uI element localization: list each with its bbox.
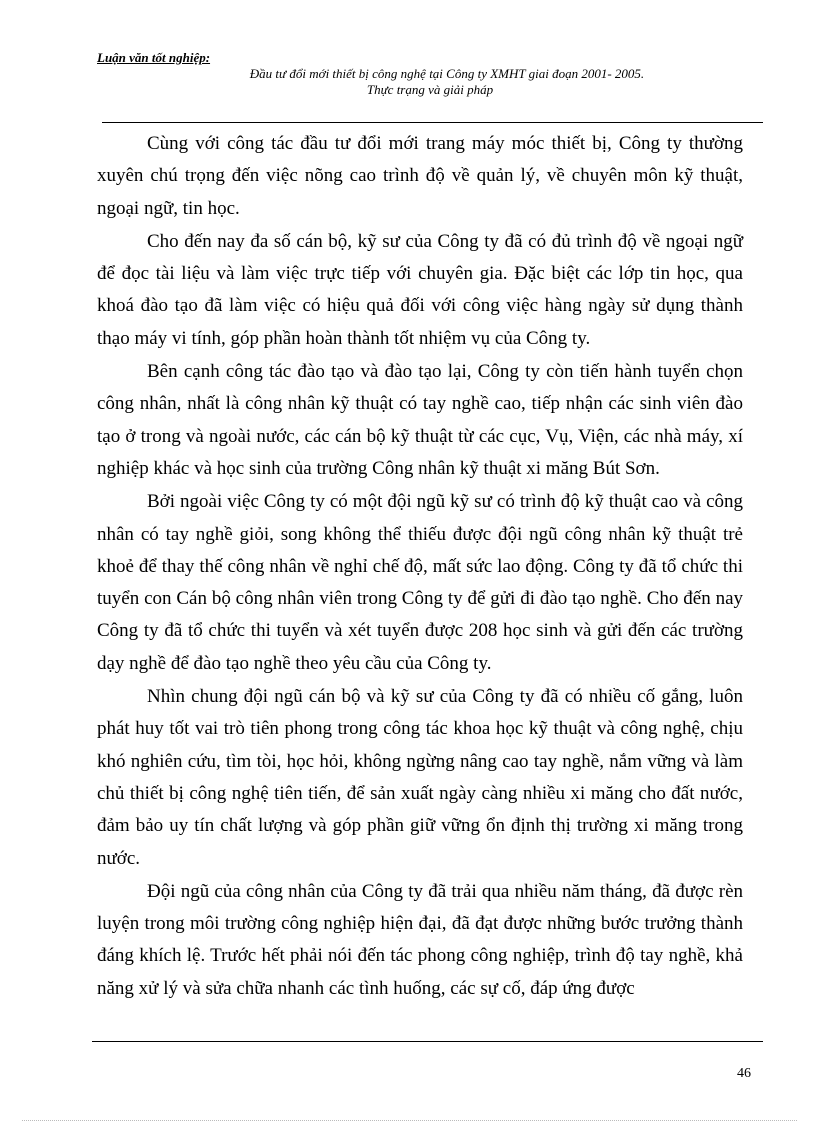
thesis-subtitle-line-2: Thực trạng và giải pháp <box>366 82 494 97</box>
page-number: 46 <box>737 1066 751 1081</box>
footer-divider <box>92 1041 763 1042</box>
paragraph-3: Bên cạnh công tác đào tạo và đào tạo lại, Công ty còn tiến hành tuyển chọn công nhân, nhất là công nhân kỹ thuật có tay nghề cao, tiếp nhận các sinh viên đào tạo ở trong và ngoài nước, các cán bộ kỹ thuật từ các cục, Vụ, Viện, các nhà máy, xí nghiệp khác và học sinh của trường Công nhân kỹ thuật xi măng Bút Sơn. <box>97 361 743 479</box>
paragraph-2: Cho đến nay đa số cán bộ, kỹ sư của Công ty đã có đủ trình độ về ngoại ngữ để đọc tài liệu và làm việc trực tiếp với chuyên gia. Đặc biệt các lớp tin học, qua khoá đào tạo đã làm việc có hiệu quả đối với công việc hàng ngày sử dụng thành thạo máy vi tính, góp phần hoàn thành tốt nhiệm vụ của Công ty. <box>97 230 743 349</box>
paragraph-1: Cùng với công tác đầu tư đổi mới trang máy móc thiết bị, Công ty thường xuyên chú trọng đến việc nõng cao trình độ về quản lý, về chuyên môn kỹ thuật, ngoại ngữ, tin học. <box>97 133 743 219</box>
paragraph-6: Đội ngũ của công nhân của Công ty đã trải qua nhiều năm tháng, đã được rèn luyện trong môi trường công nghiệp hiện đại, đã đạt được những bước trưởng thành đáng khích lệ. Trước hết phải nói đến tác phong công nghiệp, trình độ tay nghề, khả năng xử lý và sửa chữa nhanh các tình huống, các sự cố, đáp ứng được <box>97 880 743 999</box>
header-divider <box>102 122 763 123</box>
paragraph-4: Bởi ngoài việc Công ty có một đội ngũ kỹ sư có trình độ kỹ thuật cao và công nhân có tay nghề giỏi, song không thể thiếu được đội ngũ công nhân kỹ thuật trẻ khoẻ để thay thế công nhân về nghỉ chế độ, mất sức lao động. Công ty đã tổ chức thi tuyển con Cán bộ công nhân viên trong Công ty để gửi đi đào tạo nghề. Cho đến nay Công ty đã tổ chức thi tuyển và xét tuyển được 208 học sinh và gửi đến các trường dạy nghề để đào tạo nghề theo yêu cầu của Công ty. <box>97 491 743 674</box>
paragraph-5: Nhìn chung đội ngũ cán bộ và kỹ sư của Công ty đã có nhiều cố gắng, luôn phát huy tốt vai trò tiên phong trong công tác khoa học kỹ thuật và công nghệ, chịu khó nghiên cứu, tìm tòi, học hỏi, không ngừng nâng cao tay nghề, nắm vững và làm chủ thiết bị công nghệ tiên tiến, để sản xuất ngày càng nhiều xi măng cho đất nước, đảm bảo uy tín chất lượng và góp phần giữ vững ổn định thị trường xi măng trong nước. <box>97 686 743 869</box>
body-text <box>97 128 743 1006</box>
page-edge <box>22 1120 797 1121</box>
thesis-label: Luận văn tốt nghiệp: <box>97 50 211 65</box>
thesis-subtitle-line-1: Đầu tư đổi mới thiết bị công nghệ tại Công ty XMHT giai đoạn 2001- 2005. <box>249 66 645 81</box>
